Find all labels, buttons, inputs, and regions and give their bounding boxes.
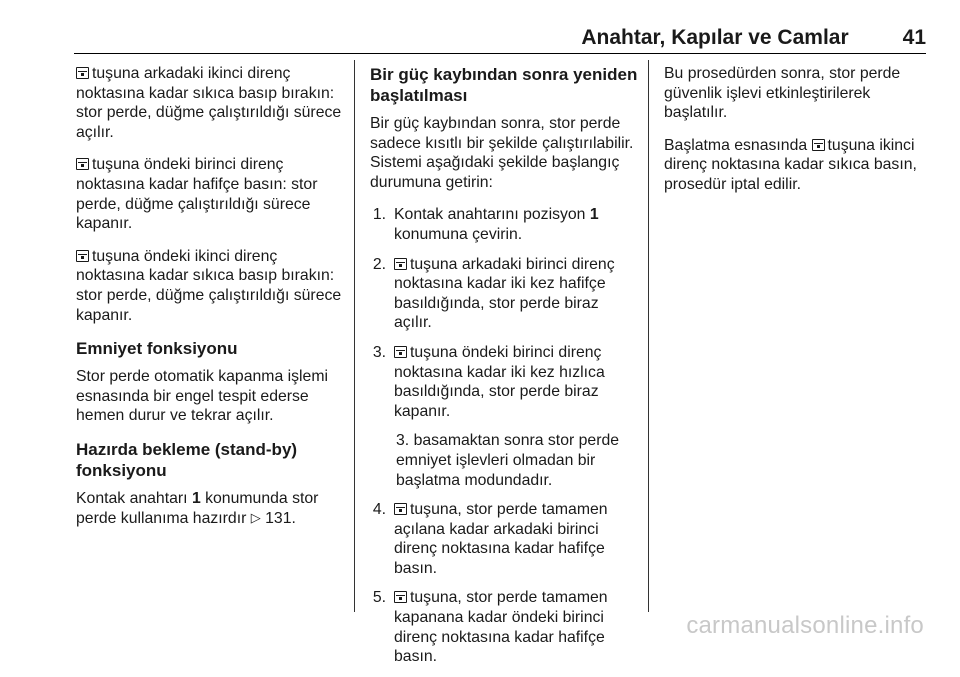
header-rule — [74, 53, 926, 54]
page-title: Anahtar, Kapılar ve Camlar — [581, 26, 849, 49]
step-list — [370, 205, 640, 666]
paragraph: Kontak anahtarı 1 konumunda stor perde kullanıma hazırdır ▷ 131. — [76, 489, 319, 527]
column-divider-1 — [354, 60, 355, 612]
paragraph: tuşuna arkadaki ikinci direnç noktasına kadar sıkıca basıp bırakın: stor perde, düğme çalıştırıldığı sürece açılır. — [76, 65, 342, 141]
list-item: 4. tuşuna, stor perde tamamen açılana kadar arkadaki birinci direnç noktasına kadar hafifçe basın. — [372, 501, 608, 577]
page-number: 41 — [902, 26, 926, 49]
sunroof-switch-icon — [394, 258, 407, 270]
paragraph: Başlatma esnasında tuşuna ikinci direnç noktasına kadar sıkıca basın, prosedür iptal edilir. — [664, 136, 917, 193]
paragraph: Bir güç kaybından sonra, stor perde sadece kısıtlı bir şekilde çalıştırılabilir. Sistemi aşağıdaki şekilde başlangıç durumuna getirin: — [370, 115, 634, 191]
list-item: 1. Kontak anahtarını pozisyon 1 konumuna çevirin. — [372, 206, 599, 243]
column-1 — [76, 64, 348, 541]
page-header — [74, 26, 926, 50]
column-divider-2 — [648, 60, 649, 612]
paragraph: tuşuna öndeki ikinci direnç noktasına kadar sıkıca basıp bırakın: stor perde, düğme çalıştırıldığı sürece kapanır. — [76, 247, 342, 324]
sunroof-switch-icon — [76, 158, 89, 170]
paragraph: Stor perde otomatik kapanma işlemi esnasında bir engel tespit ederse hemen durur ve tekrar açılır. — [76, 368, 328, 425]
section-heading: Hazırda bekleme (stand-by) fonksiyonu — [76, 439, 298, 480]
section-heading: Bir güç kaybından sonra yeniden başlatılması — [370, 65, 638, 105]
watermark: carmanualsonline.info — [686, 612, 924, 639]
sunroof-switch-icon — [394, 591, 407, 603]
list-item: 2. tuşuna arkadaki birinci direnç noktasına kadar iki kez hafifçe basıldığında, stor perde biraz açılır. — [372, 255, 615, 332]
sunroof-switch-icon — [76, 67, 89, 79]
sunroof-switch-icon — [394, 346, 407, 358]
paragraph: tuşuna öndeki birinci direnç noktasına kadar hafifçe basın: stor perde, düğme çalıştırıldığı sürece kapanır. — [76, 156, 318, 233]
column-3 — [664, 64, 926, 208]
column-2 — [370, 64, 640, 677]
list-item: 5. tuşuna, stor perde tamamen kapanana kadar öndeki birinci direnç noktasına kadar hafifçe basın. — [372, 589, 608, 666]
list-item: 3. tuşuna öndeki birinci direnç noktasına kadar iki kez hızlıca basıldığında, stor perde biraz kapanır. — [372, 343, 605, 420]
page-reference-link[interactable]: 131. — [265, 509, 296, 527]
sunroof-switch-icon — [76, 250, 89, 262]
sunroof-switch-icon — [812, 139, 825, 151]
page-reference-arrow-icon: ▷ — [250, 509, 261, 525]
list-item-note: 3. basamaktan sonra stor perde emniyet işlevleri olmadan bir başlatma modundadır. — [396, 432, 620, 489]
sunroof-switch-icon — [394, 503, 407, 515]
section-heading: Emniyet fonksiyonu — [76, 339, 238, 359]
paragraph: Bu prosedürden sonra, stor perde güvenlik işlevi etkinleştirilerek başlatılır. — [664, 65, 901, 122]
